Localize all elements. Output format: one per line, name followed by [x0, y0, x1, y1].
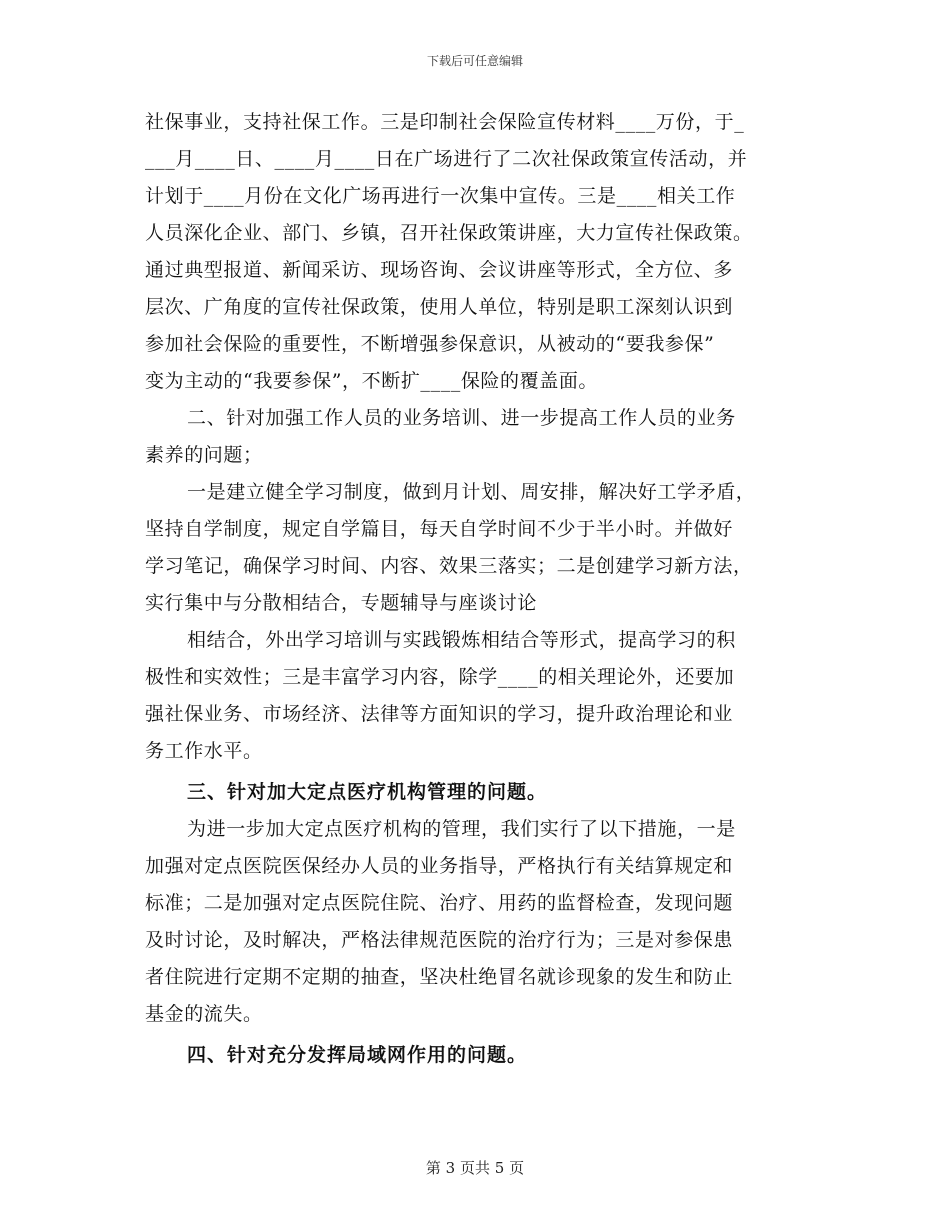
paragraph-line: 素养的问题； [145, 444, 263, 466]
paragraph-line: 相结合，外出学习培训与实践锻炼相结合等形式，提高学习的积 [187, 629, 736, 651]
paragraph-line: 社保事业，支持社保工作。三是印制社会保险宣传材料____万份，于_ [145, 111, 745, 133]
paragraph-line: 学习笔记，确保学习时间、内容、效果三落实；二是创建学习新方法， [145, 555, 753, 577]
paragraph-line: 为进一步加大定点医疗机构的管理，我们实行了以下措施，一是 [187, 818, 736, 840]
paragraph-line: 变为主动的“我要参保”，不断扩____保险的覆盖面。 [145, 370, 599, 392]
paragraph-line: 计划于____月份在文化广场再进行一次集中宣传。三是____相关工作 [145, 185, 736, 207]
paragraph-line: 极性和实效性；三是丰富学习内容，除学____的相关理论外，还要加 [145, 666, 735, 688]
paragraph-line: ___月____日、____月____日在广场进行了二次社保政策宣传活动，并 [145, 148, 748, 170]
page-header: 下载后可任意编辑 [426, 54, 523, 68]
paragraph-line: 强社保业务、市场经济、法律等方面知识的学习，提升政治理论和业 [145, 703, 734, 725]
paragraph-line: 坚持自学制度，规定自学篇目，每天自学时间不少于半小时。并做好 [145, 518, 734, 540]
document-body [145, 104, 805, 1074]
paragraph-line: 基金的流失。 [145, 1003, 263, 1025]
page-footer: 第 3 页共 5 页 [425, 1159, 525, 1177]
paragraph-line: 实行集中与分散相结合，专题辅导与座谈讨论 [145, 592, 538, 614]
paragraph-line: 加强对定点医院医保经办人员的业务指导，严格执行有关结算规定和 [145, 855, 734, 877]
section-heading-2: 二、针对加强工作人员的业务培训、进一步提高工作人员的业务 [187, 407, 736, 429]
section-heading-4: 四、针对充分发挥局域网作用的问题。 [187, 1044, 528, 1066]
paragraph-line: 标准；二是加强对定点医院住院、治疗、用药的监督检查，发现问题 [145, 892, 734, 914]
section-heading-3: 三、针对加大定点医疗机构管理的问题。 [187, 781, 548, 803]
paragraph-line: 层次、广角度的宣传社保政策，使用人单位，特别是职工深刻认识到 [145, 296, 734, 318]
paragraph-line: 人员深化企业、部门、乡镇，召开社保政策讲座，大力宣传社保政策。 [145, 222, 753, 244]
paragraph-line: 通过典型报道、新闻采访、现场咨询、会议讲座等形式，全方位、多 [145, 259, 734, 281]
paragraph-line: 及时讨论，及时解决，严格法律规范医院的治疗行为；三是对参保患 [145, 929, 734, 951]
paragraph-line: 者住院进行定期不定期的抽查，坚决杜绝冒名就诊现象的发生和防止 [145, 966, 734, 988]
paragraph-line: 务工作水平。 [145, 740, 263, 762]
paragraph-line: 一是建立健全学习制度，做到月计划、周安排，解决好工学矛盾， [187, 481, 756, 503]
paragraph-line: 参加社会保险的重要性，不断增强参保意识，从被动的“要我参保” [145, 333, 715, 355]
